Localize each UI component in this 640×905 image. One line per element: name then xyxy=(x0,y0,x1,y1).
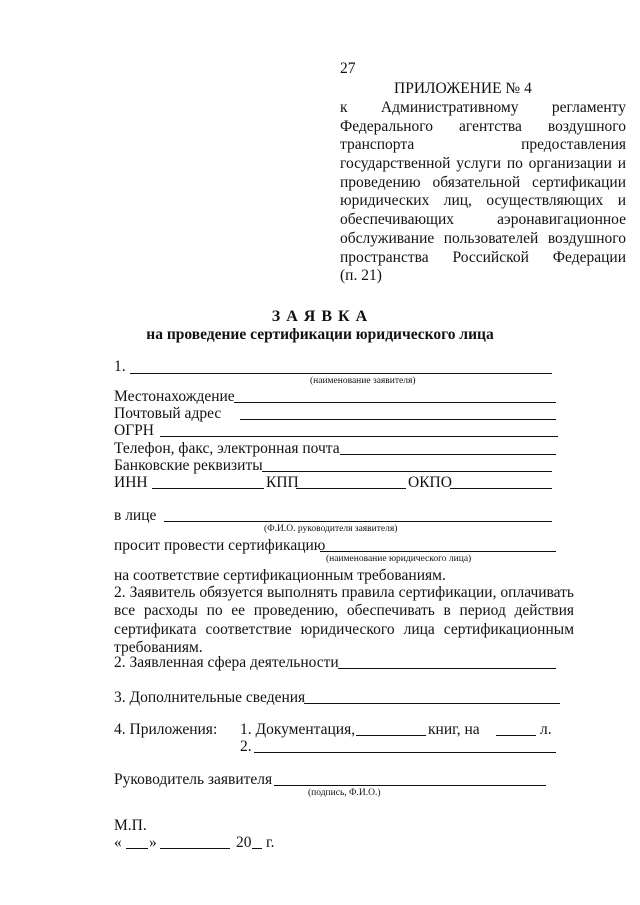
head-name-field[interactable] xyxy=(164,521,552,522)
in-person-label: в лице xyxy=(114,507,157,524)
phone-label: Телефон, факс, электронная почта xyxy=(114,440,340,457)
date-year-field[interactable] xyxy=(252,848,262,849)
appendix-line: проведению обязательной сертификации xyxy=(340,173,626,191)
date-year-suffix: г. xyxy=(266,834,275,851)
appendix-line: государственной услуги по организации и xyxy=(340,155,626,173)
page-number: 27 xyxy=(340,60,356,77)
form-title: З А Я В К А xyxy=(271,308,369,325)
appendix-line: юридических лиц, осуществляющих и xyxy=(340,192,626,210)
date-close-quote: » xyxy=(149,834,157,851)
okpo-label: ОКПО xyxy=(408,474,452,491)
signature-caption: (подпись, Ф.И.О.) xyxy=(308,788,381,798)
attachment-1-books-text: книг, на xyxy=(428,721,480,738)
applicant-name-field[interactable] xyxy=(130,373,552,374)
activity-field[interactable] xyxy=(338,668,556,669)
attachment-1-docs-field[interactable] xyxy=(356,735,426,736)
head-signature-label: Руководитель заявителя xyxy=(114,771,273,788)
obligations-line: требованиям. xyxy=(114,638,203,656)
applicant-name-caption: (наименование заявителя) xyxy=(310,376,416,386)
postal-address-field[interactable] xyxy=(240,419,556,420)
inn-label: ИНН xyxy=(114,474,148,491)
date-century: 20 xyxy=(236,834,252,851)
stamp-label: М.П. xyxy=(114,817,147,834)
postal-address-label: Почтовый адрес xyxy=(114,405,222,422)
entity-name-field[interactable] xyxy=(320,551,556,552)
appendix-line: обеспечивающих аэронавигационное xyxy=(340,211,626,229)
attachment-1-sheets-field[interactable] xyxy=(496,735,536,736)
ogrn-field[interactable] xyxy=(160,436,558,437)
inn-field[interactable] xyxy=(152,488,264,489)
bank-details-label: Банковские реквизиты xyxy=(114,457,263,474)
attachment-2-prefix: 2. xyxy=(240,738,252,755)
obligations-line: все расходы по ее проведению, обеспечивать в период действия xyxy=(114,602,574,620)
activity-label: 2. Заявленная сфера деятельности xyxy=(114,654,339,671)
okpo-field[interactable] xyxy=(450,488,552,489)
additional-info-label: 3. Дополнительные сведения xyxy=(114,689,306,706)
head-signature-field[interactable] xyxy=(274,785,546,786)
phone-field[interactable] xyxy=(340,454,556,455)
bank-details-field[interactable] xyxy=(262,471,552,472)
entity-name-caption: (наименование юридического лица) xyxy=(326,554,472,564)
location-field[interactable] xyxy=(234,402,556,403)
appendix-title: ПРИЛОЖЕНИЕ № 4 xyxy=(394,80,532,97)
obligations-paragraph xyxy=(114,584,574,657)
compliance-text: на соответствие сертификационным требованиям. xyxy=(114,567,446,584)
appendix-text xyxy=(340,99,626,286)
date-month-field[interactable] xyxy=(160,848,230,849)
head-name-caption: (Ф.И.О. руководителя заявителя) xyxy=(264,524,398,534)
appendix-line: обслуживание пользователей воздушного xyxy=(340,229,626,247)
form-subtitle: на проведение сертификации юридического лица xyxy=(146,326,494,343)
item-1-number: 1. xyxy=(114,358,126,375)
appendix-line: Федерального агентства воздушного xyxy=(340,117,626,135)
kpp-label: КПП xyxy=(266,474,299,491)
appendix-line: транспорта предоставления xyxy=(340,136,626,154)
obligations-line: 2. Заявитель обязуется выполнять правила сертификации, оплачивать xyxy=(114,584,574,601)
date-open-quote: « xyxy=(114,834,122,851)
appendix-line: пространства Российской Федерации xyxy=(340,248,626,266)
location-label: Местонахождение xyxy=(114,388,235,405)
additional-info-field[interactable] xyxy=(304,703,560,704)
appendix-line: к Административному регламенту xyxy=(340,99,626,116)
attachment-2-field[interactable] xyxy=(254,752,556,753)
kpp-field[interactable] xyxy=(296,488,406,489)
date-day-field[interactable] xyxy=(126,848,148,849)
attachment-1-sheets-unit: л. xyxy=(540,721,552,738)
attachment-1-prefix: 1. Документация, xyxy=(240,721,356,738)
appendix-line: (п. 21) xyxy=(340,267,382,285)
obligations-line: сертификата соответствие юридического лица сертификационным xyxy=(114,620,574,638)
request-label: просит провести сертификацию xyxy=(114,537,326,554)
attachments-label: 4. Приложения: xyxy=(114,721,218,738)
ogrn-label: ОГРН xyxy=(114,422,154,439)
